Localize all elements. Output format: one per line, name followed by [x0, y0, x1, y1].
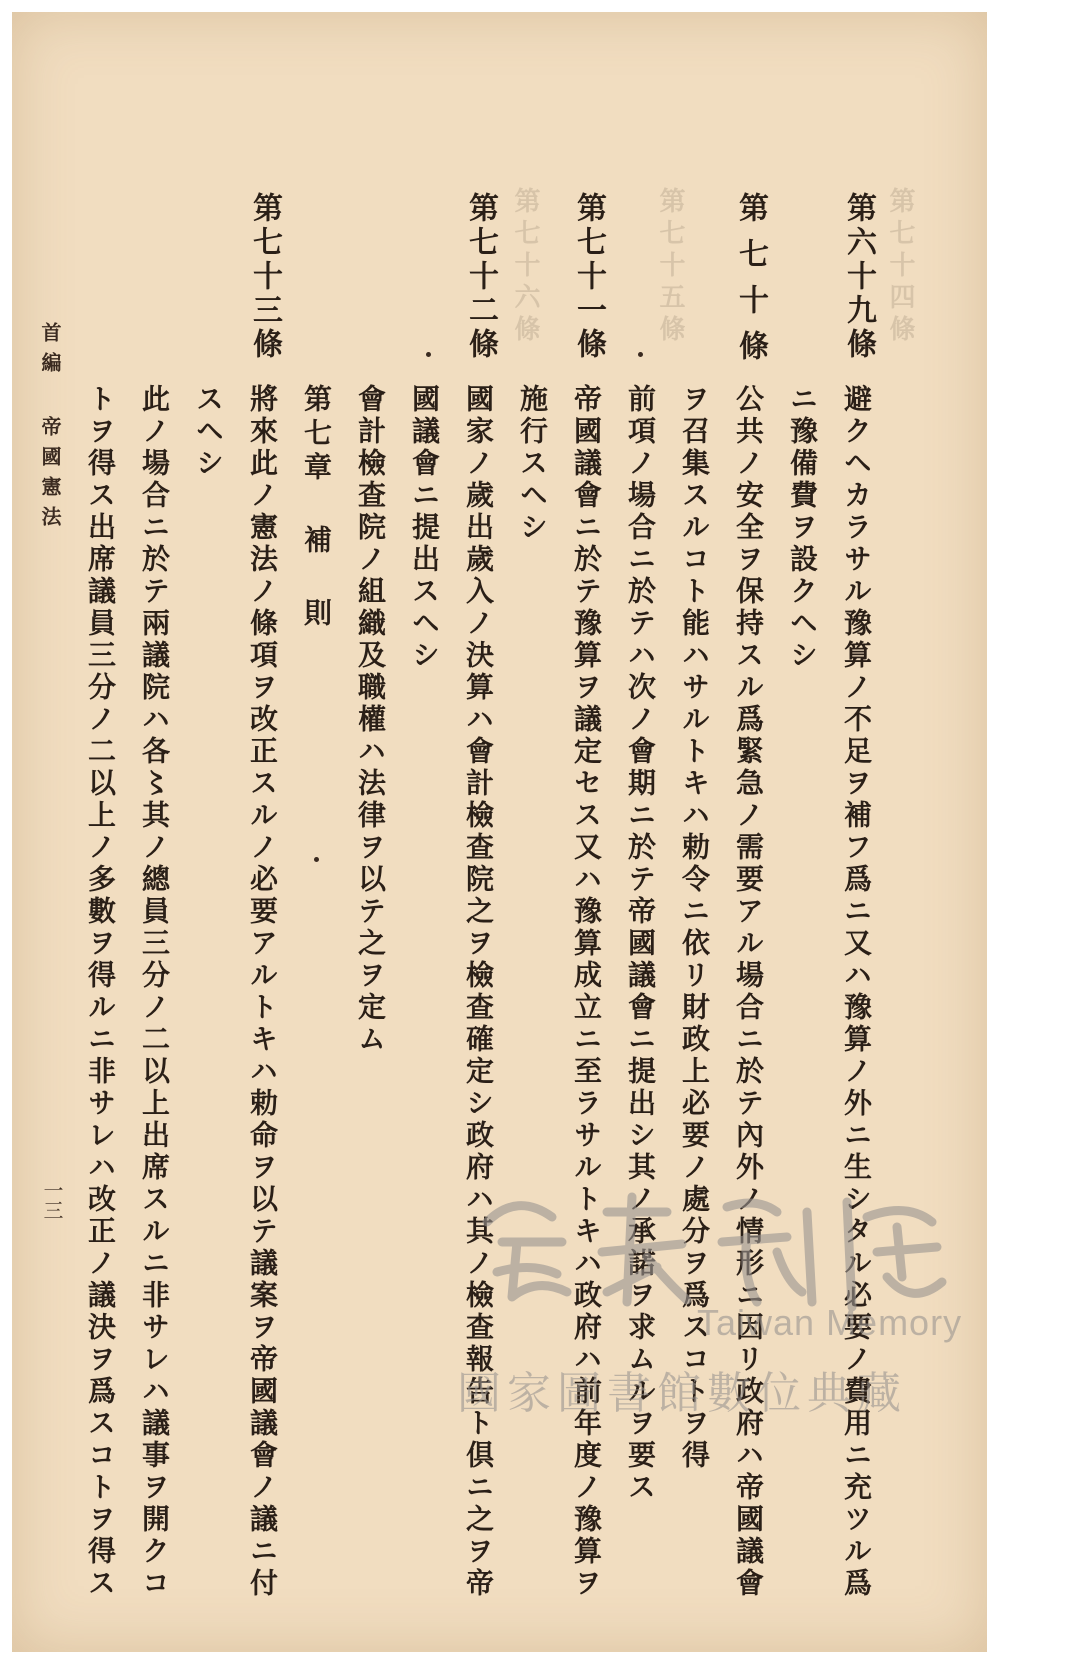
punctuation-dot [314, 857, 319, 862]
article-69-text-cont: ニ豫備費ヲ設クヘシ [786, 384, 819, 672]
chapter-7-heading: 第七章 補 則 [300, 384, 333, 632]
article-69-heading: 第六十九條 [841, 192, 876, 362]
article-72-text: 國家ノ歲出歲入ノ決算ハ會計檢查院之ヲ檢查確定シ政府ハ其ノ檢查報告ト倶ニ之ヲ帝 [462, 384, 495, 1600]
bleed-through-text: 第七十五條 [655, 187, 685, 347]
page-number: 一三 [40, 1180, 64, 1220]
article-73-para-2-cont: トヲ得ス出席議員三分ノ二以上ノ多數ヲ得ルニ非サレハ改正ノ議決ヲ爲スコトヲ得ス [84, 384, 117, 1600]
article-73-para-2: 此ノ場合ニ於テ兩議院ハ各〻其ノ總員三分ノ二以上出席スルニ非サレハ議事ヲ開クコ [138, 384, 171, 1600]
article-70-para-2: 前項ノ場合ニ於テハ次ノ會期ニ於テ帝國議會ニ提出シ其ノ承諾ヲ求ムルヲ要ス [624, 384, 657, 1504]
bleed-through-text: 第七十六條 [510, 187, 540, 347]
punctuation-dot [638, 352, 643, 357]
article-71-text: 帝國議會ニ於テ豫算ヲ議定セス又ハ豫算成立ニ至ラサルトキハ政府ハ前年度ノ豫算ヲ [570, 384, 603, 1600]
bleed-through-text: 第七十四條 [885, 187, 915, 347]
article-72-para-2: 會計檢查院ノ組織及職權ハ法律ヲ以テ之ヲ定ム [354, 384, 387, 1056]
article-70-text: 公共ノ安全ヲ保持スル爲緊急ノ需要アル場合ニ於テ內外ノ情形ニ因リ政府ハ帝國議會 [732, 384, 765, 1600]
book-page [12, 12, 987, 1652]
article-73-text-cont: スヘシ [192, 384, 225, 480]
article-73-heading: 第七十三條 [247, 192, 282, 362]
article-71-heading: 第七十一條 [571, 192, 606, 362]
article-72-heading: 第七十二條 [463, 192, 498, 362]
article-72-text-cont: 國議會ニ提出スヘシ [408, 384, 441, 672]
article-69-text: 避クヘカラサル豫算ノ不足ヲ補フ爲ニ又ハ豫算ノ外ニ生シタル必要ノ費用ニ充ツル爲 [840, 384, 873, 1600]
article-70-text-cont: ヲ召集スルコト能ハサルトキハ勅令ニ依リ財政上必要ノ處分ヲ爲スコトヲ得 [678, 384, 711, 1472]
watermark-english: Taiwan Memory [697, 1302, 963, 1343]
article-70-heading: 第七十條 [733, 192, 768, 376]
article-71-text-cont: 施行スヘシ [516, 384, 549, 544]
watermark-institution: 國家圖書館數位典藏 [457, 1368, 907, 1419]
running-head: 首編 帝國憲法 [38, 322, 62, 536]
punctuation-dot [426, 352, 431, 357]
article-73-text: 將來此ノ憲法ノ條項ヲ改正スルノ必要アルトキハ勅命ヲ以テ議案ヲ帝國議會ノ議ニ付 [246, 384, 279, 1600]
